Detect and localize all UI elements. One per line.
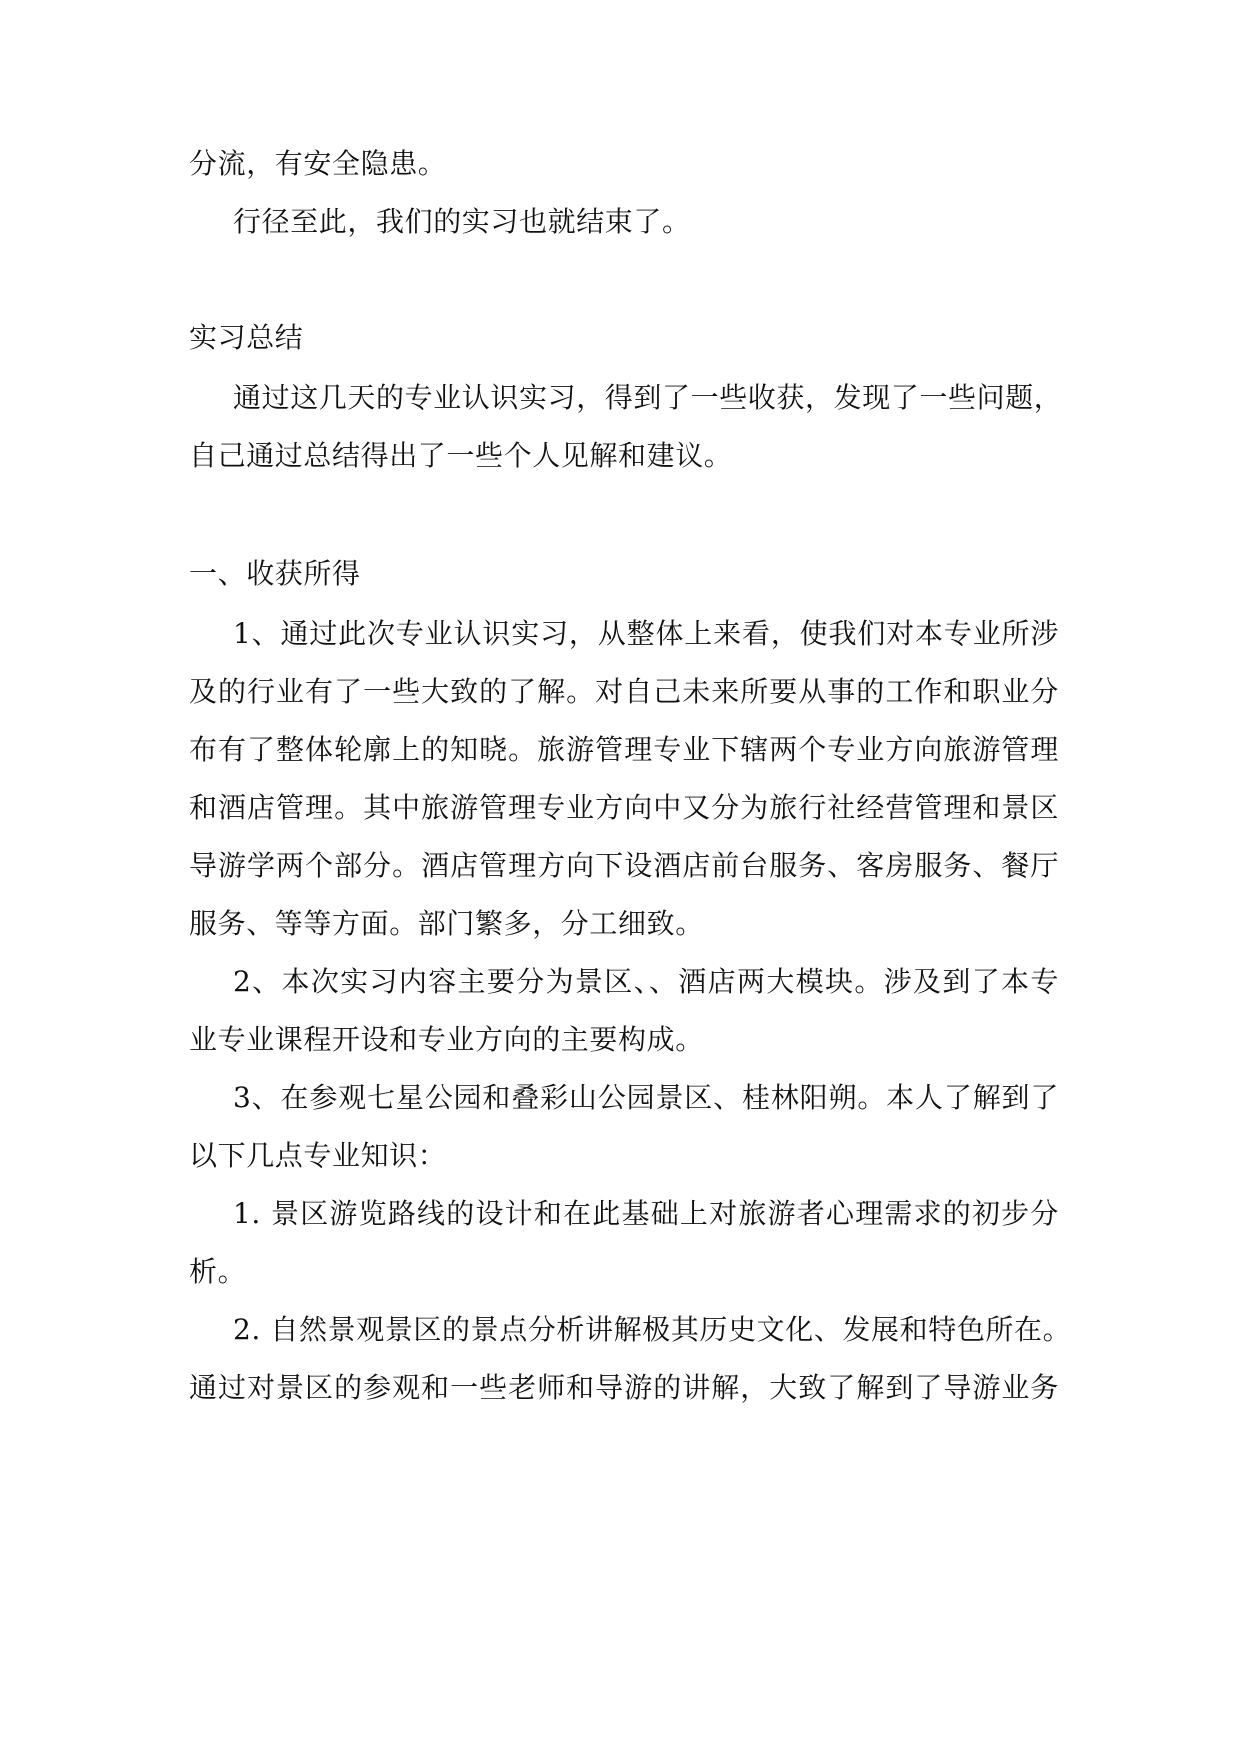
text-line: 3、在参观七星公园和叠彩山公园景区、桂林阳朔。本人了解到了 — [233, 1081, 1059, 1114]
text-line: 服务、等等方面。部门繁多，分工细致。 — [189, 907, 704, 940]
text-line: 通过对景区的参观和一些老师和导游的讲解，大致了解到了导游业务 — [189, 1371, 1059, 1404]
text-line: 和酒店管理。其中旅游管理专业方向中又分为旅行社经营管理和景区 — [189, 791, 1059, 824]
text-line: 布有了整体轮廓上的知晓。旅游管理专业下辖两个专业方向旅游管理 — [189, 733, 1059, 766]
text-line: 业专业课程开设和专业方向的主要构成。 — [189, 1023, 704, 1056]
text-line: 析。 — [189, 1255, 247, 1288]
text-line: 1、通过此次专业认识实习，从整体上来看，使我们对本专业所涉 — [233, 617, 1059, 650]
text-line: 2、本次实习内容主要分为景区、、酒店两大模块。涉及到了本专 — [233, 965, 1059, 998]
text-line: 2. 自然景观景区的景点分析讲解极其历史文化、发展和特色所在。 — [233, 1313, 1072, 1346]
text-line: 分流，有安全隐患。 — [189, 147, 447, 180]
text-line: 1. 景区游览路线的设计和在此基础上对旅游者心理需求的初步分 — [233, 1197, 1059, 1230]
text-line: 以下几点专业知识： — [189, 1139, 447, 1172]
text-line: 行径至此，我们的实习也就结束了。 — [233, 205, 691, 238]
section-heading: 实习总结 — [189, 321, 304, 354]
text-line: 及的行业有了一些大致的了解。对自己未来所要从事的工作和职业分 — [189, 675, 1059, 708]
text-line: 通过这几天的专业认识实习，得到了一些收获，发现了一些问题， — [233, 381, 1063, 414]
text-line: 导游学两个部分。酒店管理方向下设酒店前台服务、客房服务、餐厅 — [189, 849, 1059, 882]
text-line: 自己通过总结得出了一些个人见解和建议。 — [189, 439, 733, 472]
section-heading: 一、收获所得 — [189, 557, 361, 590]
